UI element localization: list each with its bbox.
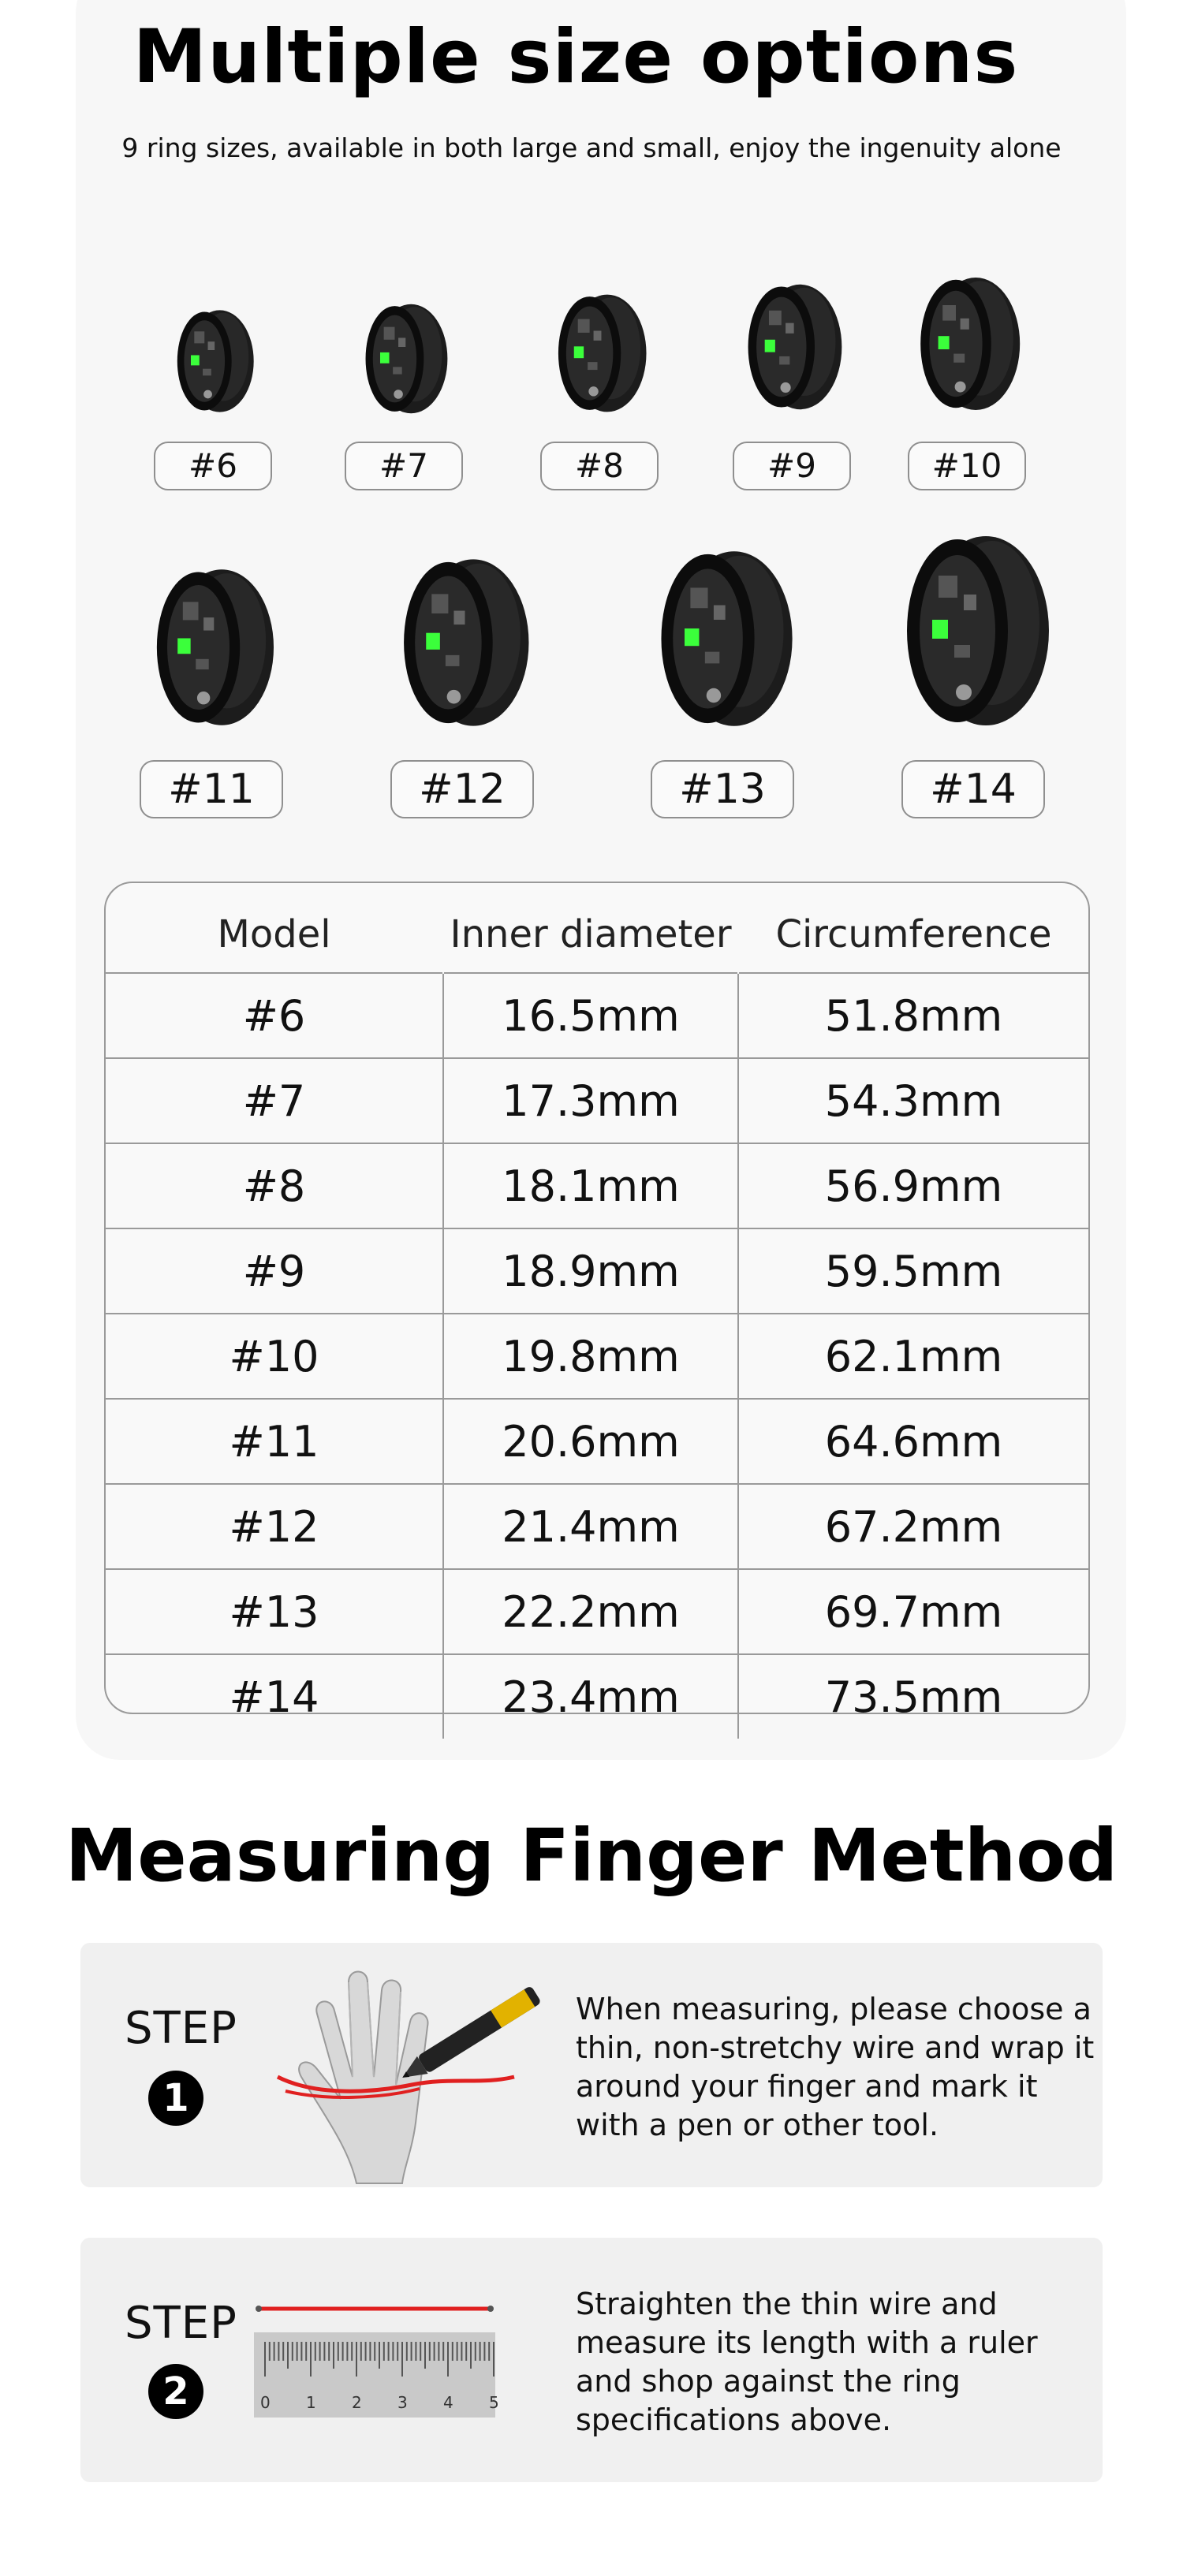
smart-ring-image bbox=[550, 289, 648, 418]
cell-inner-diameter: 21.4mm bbox=[443, 1484, 738, 1569]
cell-model: #10 bbox=[106, 1314, 443, 1399]
cell-model: #14 bbox=[106, 1654, 443, 1739]
step-1-card bbox=[80, 1943, 1103, 2187]
cell-circumference: 69.7mm bbox=[738, 1569, 1088, 1654]
smart-ring-image bbox=[649, 544, 796, 733]
step-2-card bbox=[80, 2238, 1103, 2482]
cell-inner-diameter: 16.5mm bbox=[443, 973, 738, 1058]
cell-inner-diameter: 20.6mm bbox=[443, 1399, 738, 1484]
ruler-number: 3 bbox=[397, 2393, 408, 2412]
smart-ring-image bbox=[145, 563, 278, 732]
ring-size-label: #8 bbox=[540, 442, 659, 490]
cell-model: #8 bbox=[106, 1143, 443, 1228]
table-row bbox=[106, 1399, 1088, 1484]
smart-ring-image bbox=[393, 552, 532, 733]
cell-model: #9 bbox=[106, 1228, 443, 1314]
cell-inner-diameter: 17.3mm bbox=[443, 1058, 738, 1143]
cell-circumference: 51.8mm bbox=[738, 973, 1088, 1058]
ring-size-label: #13 bbox=[651, 760, 794, 818]
ring-size-label: #6 bbox=[154, 442, 272, 490]
cell-circumference: 59.5mm bbox=[738, 1228, 1088, 1314]
step-1-text: When measuring, please choose a thin, non-stretchy wire and wrap it around your finger and mark it with a pen or other tool. bbox=[576, 1992, 1095, 2142]
cell-circumference: 62.1mm bbox=[738, 1314, 1088, 1399]
size-table bbox=[104, 882, 1090, 1722]
cell-model: #11 bbox=[106, 1399, 443, 1484]
cell-circumference: 56.9mm bbox=[738, 1143, 1088, 1228]
cell-inner-diameter: 23.4mm bbox=[443, 1654, 738, 1739]
cell-circumference: 67.2mm bbox=[738, 1484, 1088, 1569]
table-row bbox=[106, 1228, 1088, 1314]
smart-ring-image bbox=[894, 528, 1052, 733]
table-row bbox=[106, 1569, 1088, 1654]
step-2-text: Straighten the thin wire and measure its length with a ruler and shop against the ring specifications above. bbox=[576, 2287, 1038, 2437]
measuring-title: Measuring Finger Method bbox=[65, 1814, 1118, 1898]
header-inner-diameter: Inner diameter bbox=[450, 912, 732, 956]
table-row bbox=[106, 973, 1088, 1058]
ruler-number: 0 bbox=[260, 2393, 271, 2412]
header-model: Model bbox=[217, 912, 331, 956]
table-row bbox=[106, 1058, 1088, 1143]
table-header-row bbox=[106, 883, 1088, 973]
table-row bbox=[106, 1654, 1088, 1739]
table-row bbox=[106, 1143, 1088, 1228]
cell-model: #12 bbox=[106, 1484, 443, 1569]
smart-ring-image bbox=[358, 300, 450, 418]
cell-model: #6 bbox=[106, 973, 443, 1058]
ruler-wire-icon bbox=[252, 2301, 497, 2419]
step-1-label: STEP bbox=[125, 2003, 237, 2054]
smart-ring-image bbox=[912, 271, 1022, 416]
smart-ring-image bbox=[170, 306, 256, 416]
ruler-number: 1 bbox=[306, 2393, 316, 2412]
table-row bbox=[106, 1484, 1088, 1569]
step-2-label: STEP bbox=[125, 2298, 237, 2349]
step-2-number: 2 bbox=[148, 2364, 203, 2419]
cell-circumference: 64.6mm bbox=[738, 1399, 1088, 1484]
header-circumference: Circumference bbox=[775, 912, 1052, 956]
cell-inner-diameter: 19.8mm bbox=[443, 1314, 738, 1399]
ring-size-label: #14 bbox=[901, 760, 1045, 818]
ring-size-label: #11 bbox=[140, 760, 283, 818]
ruler-number: 4 bbox=[443, 2393, 453, 2412]
step-1-number: 1 bbox=[148, 2071, 203, 2126]
hand-measuring-icon bbox=[270, 1959, 569, 2187]
ruler-number: 2 bbox=[352, 2393, 362, 2412]
cell-inner-diameter: 18.1mm bbox=[443, 1143, 738, 1228]
cell-model: #13 bbox=[106, 1569, 443, 1654]
ring-size-label: #7 bbox=[345, 442, 463, 490]
smart-ring-image bbox=[740, 278, 844, 416]
cell-circumference: 73.5mm bbox=[738, 1654, 1088, 1739]
table-row bbox=[106, 1314, 1088, 1399]
cell-inner-diameter: 18.9mm bbox=[443, 1228, 738, 1314]
page-subtitle: 9 ring sizes, available in both large and small, enjoy the ingenuity alone bbox=[121, 132, 1062, 163]
page-title: Multiple size options bbox=[132, 14, 1019, 100]
ruler-number: 5 bbox=[489, 2393, 499, 2412]
ring-size-label: #12 bbox=[390, 760, 534, 818]
cell-model: #7 bbox=[106, 1058, 443, 1143]
ring-size-label: #10 bbox=[908, 442, 1026, 490]
cell-circumference: 54.3mm bbox=[738, 1058, 1088, 1143]
cell-inner-diameter: 22.2mm bbox=[443, 1569, 738, 1654]
ring-size-label: #9 bbox=[733, 442, 851, 490]
